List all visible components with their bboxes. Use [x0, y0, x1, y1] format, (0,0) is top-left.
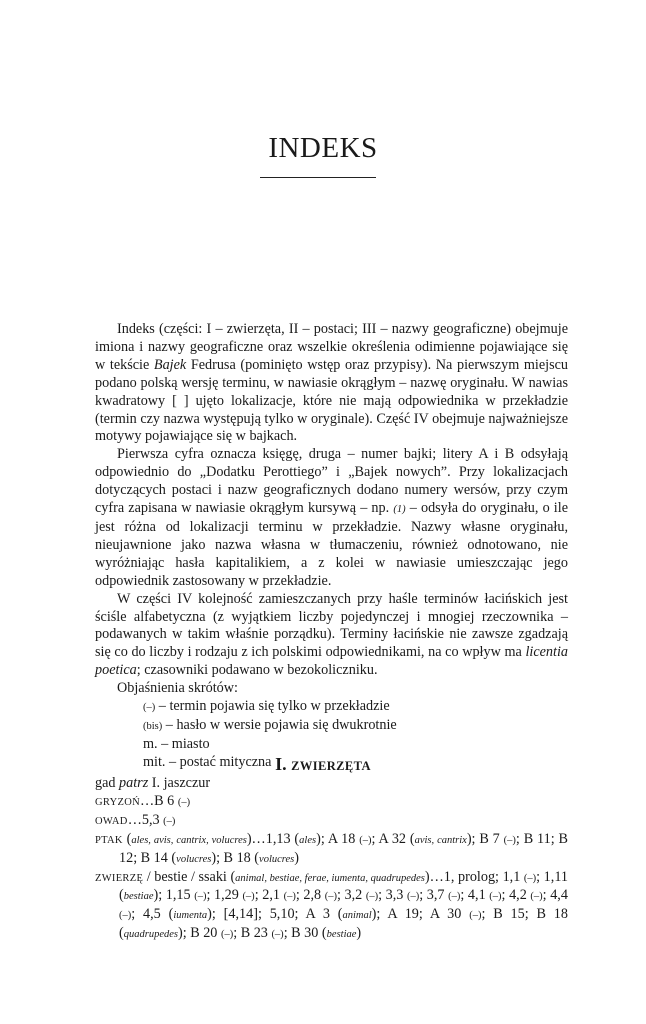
abbreviations-heading: Objaśnienia skrótów:: [117, 680, 238, 697]
intro-paragraph-1: Indeks (części: I – zwierzęta, II – postaci; III – nazwy geograficzne) obejmuje imiona i nazwy geograficzne oraz wszelkie określenia odimienne pojawiające się w tekście Bajek Fedrusa (pominięto wstęp oraz przypisy). Na pierwszym miejscu podano polską wersję terminu, w nawiasie okrągłym – nazwę oryginału. W nawias kwadratowy [ ] ujęto lokalizacje, które nie mają odpowiednika w przekładzie (termin czy nazwa występują tylko w oryginale). Część IV obejmuje najważniejsze motywy pojawiające się w bajkach.: [95, 321, 568, 445]
index-entry-zwierze: ZWIERZĘ / bestie / ssaki (animal, bestiae, ferae, iumenta, quadrupedes)…1, prolog; 1,1 (–); 1,11 (bestiae); 1,15 (–); 1,29 (–); 2,1 (–); 2,8 (–); 3,2 (–); 3,3 (–); 3,7 (–); 4,1 (–); 4,2 (–); 4,4 (–); 4,5 (iumenta); [4,14]; 5,10; A 3 (animal); A 19; A 30 (–); B 15; B 18 (quadrupedes); B 20 (–); B 23 (–); B 30 (bestiae): [95, 868, 568, 942]
abbreviation-item: m. – miasto: [143, 735, 210, 752]
section-heading: I. ZWIERZĘTA: [275, 754, 371, 774]
index-entry-ptak: PTAK (ales, avis, cantrix, volucres)…1,13 (ales); A 18 (–); A 32 (avis, cantrix); B 7 (–); B 11; B 12; B 14 (volucres); B 18 (volucres): [95, 830, 568, 866]
index-entry-gad: gad patrz I. jaszczur: [95, 775, 211, 791]
title-rule: [260, 177, 376, 178]
intro-text: [95, 321, 568, 772]
abbreviation-item: mit. – postać mityczna: [143, 753, 272, 770]
intro-paragraph-2: Pierwsza cyfra oznacza księgę, druga – numer bajki; litery A i B odsyłają odpowiednio do „Dodatku Perottiego” i „Bajek nowych”. Przy lokalizacjach dotyczących postaci i nazw geograficznych dodano numery wersów, przy czym cyfra zapisana w nawiasie okrągłym kursywą – np. (1) – odsyła do oryginału, o ile jest różna od lokalizacji terminu w przekładzie. Nazwy własne oryginału, nieujawnione jako nazwa własna w tłumaczeniu, również odnotowano, nie wyróżniając hasła kapitalikiem, a z kolei w nawiasie umieszczając jego odpowiednik zastosowany w przekładzie.: [95, 446, 568, 589]
abbreviation-item: (bis) – hasło w wersie pojawia się dwukrotnie: [143, 716, 397, 733]
page-title: INDEKS: [268, 132, 378, 164]
intro-paragraph-3: W części IV kolejność zamieszczanych przy haśle terminów łacińskich jest ściśle alfabetyczna (z wyjątkiem liczby pojedynczej i mnogiej rzeczownika – podawanych w takim właśnie porządku). Terminy łacińskie nie zawsze zgadzają się co do liczby i rodzaju z ich polskimi odpowiednikami, na co wpływ ma licentia poetica; czasowniki podawano w bezokoliczniku.: [95, 590, 568, 679]
index-entry-gryzon: GRYZOŃ…B 6 (–): [95, 792, 191, 809]
index-entry-owad: OWAD…5,3 (–): [95, 811, 176, 828]
abbreviation-item: (–) – termin pojawia się tylko w przekładzie: [143, 698, 390, 715]
index-entries: [95, 775, 568, 944]
